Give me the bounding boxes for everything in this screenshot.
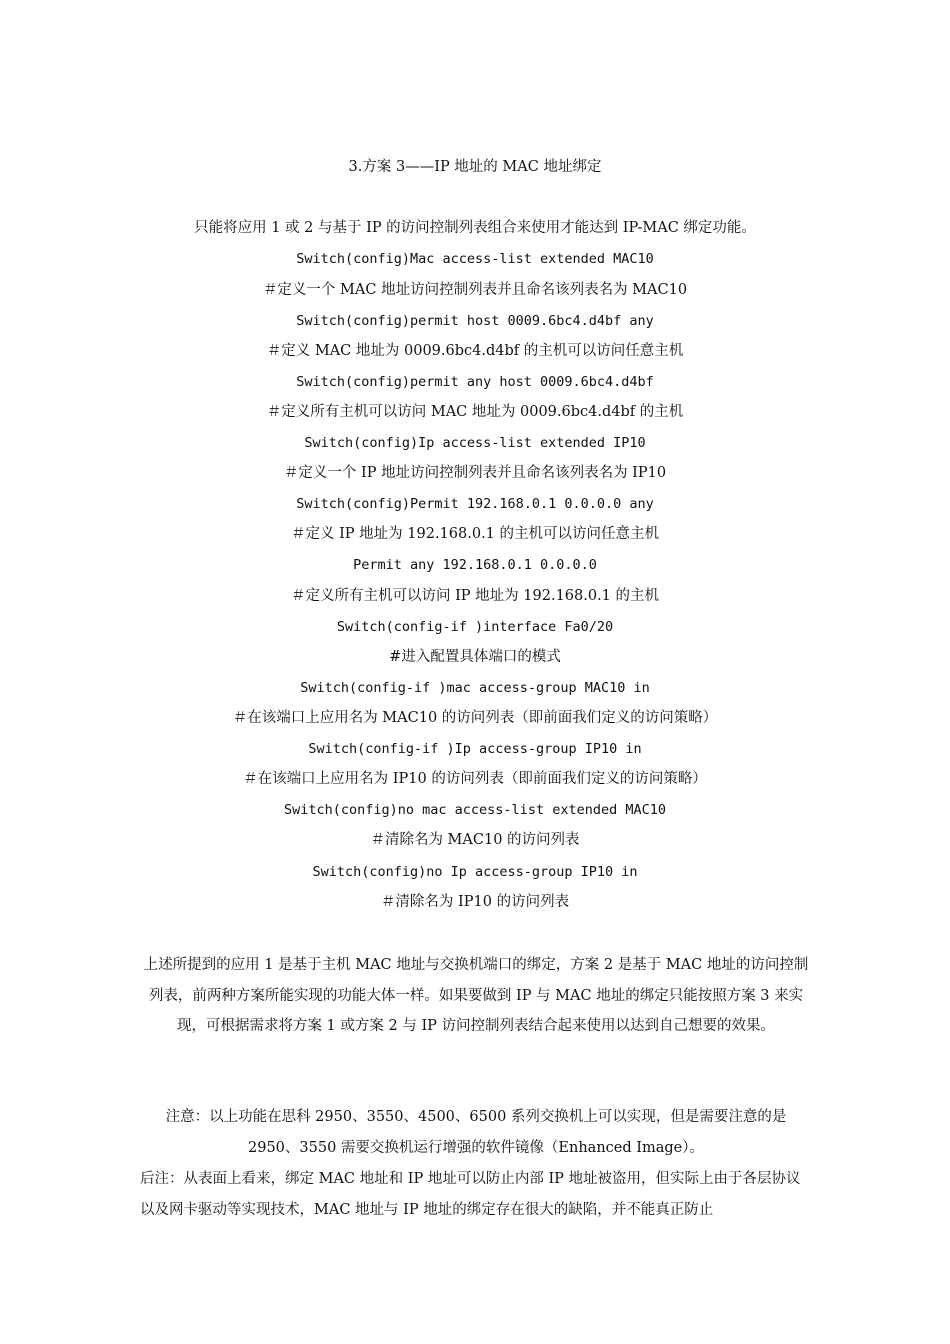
note-paragraph: 注意：以上功能在思科 2950、3550、4500、6500 系列交换机上可以实现，但是需要注意的是 2950、3550 需要交换机运行增强的软件镜像（Enhanced Image）。 [165,1109,787,1156]
config-line: Switch(config)permit host 0009.6bc4.d4bf any [296,313,654,329]
config-comment: ＃定义所有主机可以访问 IP 地址为 192.168.0.1 的主机 [290,588,660,604]
config-line: Switch(config)Permit 192.168.0.1 0.0.0.0 any [296,496,654,512]
config-comment: ＃清除名为 MAC10 的访问列表 [370,832,580,848]
config-comment: ＃定义一个 IP 地址访问控制列表并且命名该列表名为 IP10 [283,465,667,481]
config-comment: ＃定义所有主机可以访问 MAC 地址为 0009.6bc4.d4bf 的主机 [266,404,684,420]
config-comment: ＃在该端口上应用名为 IP10 的访问列表（即前面我们定义的访问策略） [243,771,707,787]
config-line: Switch(config)Mac access-list extended MAC10 [296,251,654,267]
config-comment: ＃定义 MAC 地址为 0009.6bc4.d4bf 的主机可以访问任意主机 [266,343,684,359]
config-comment: ＃定义一个 MAC 地址访问控制列表并且命名该列表名为 MAC10 [262,282,688,298]
section-title: 3.方案 3——IP 地址的 MAC 地址绑定 [348,159,602,175]
config-line: Switch(config)Ip access-list extended IP10 [304,435,646,451]
config-comment: ＃清除名为 IP10 的访问列表 [380,894,570,910]
config-comment: ＃定义 IP 地址为 192.168.0.1 的主机可以访问任意主机 [290,526,660,542]
config-line: Permit any 192.168.0.1 0.0.0.0 [353,557,597,573]
postscript-paragraph: 后注：从表面上看来，绑定 MAC 地址和 IP 地址可以防止内部 IP 地址被盗用，但实际上由于各层协议以及网卡驱动等实现技术，MAC 地址与 IP 地址的绑定存在很大的缺陷，并不能真正防止 [140,1171,801,1218]
config-line: Switch(config-if )mac access-group MAC10 in [300,680,650,696]
config-comment: #进入配置具体端口的模式 [389,649,561,665]
config-comment: ＃在该端口上应用名为 MAC10 的访问列表（即前面我们定义的访问策略） [232,710,718,726]
config-line: Switch(config)no mac access-list extended MAC10 [283,802,666,818]
config-line: Switch(config)no Ip access-group IP10 in [312,864,638,880]
config-line: Switch(config)permit any host 0009.6bc4.d4bf [296,374,654,390]
intro-text: 只能将应用 1 或 2 与基于 IP 的访问控制列表组合来使用才能达到 IP-MAC 绑定功能。 [194,220,756,236]
config-line: Switch(config-if )interface Fa0/20 [336,619,614,635]
summary-paragraph: 上述所提到的应用 1 是基于主机 MAC 地址与交换机端口的绑定，方案 2 是基于 MAC 地址的访问控制列表，前两种方案所能实现的功能大体一样。如果要做到 IP 与 MAC 地址的绑定只能按照方案 3 来实现，可根据需求将方案 1 或方案 2 与 IP 访问控制列表结合起来使用以达到自己想要的效果。 [143,957,809,1034]
config-line: Switch(config-if )Ip access-group IP10 in [308,741,642,757]
